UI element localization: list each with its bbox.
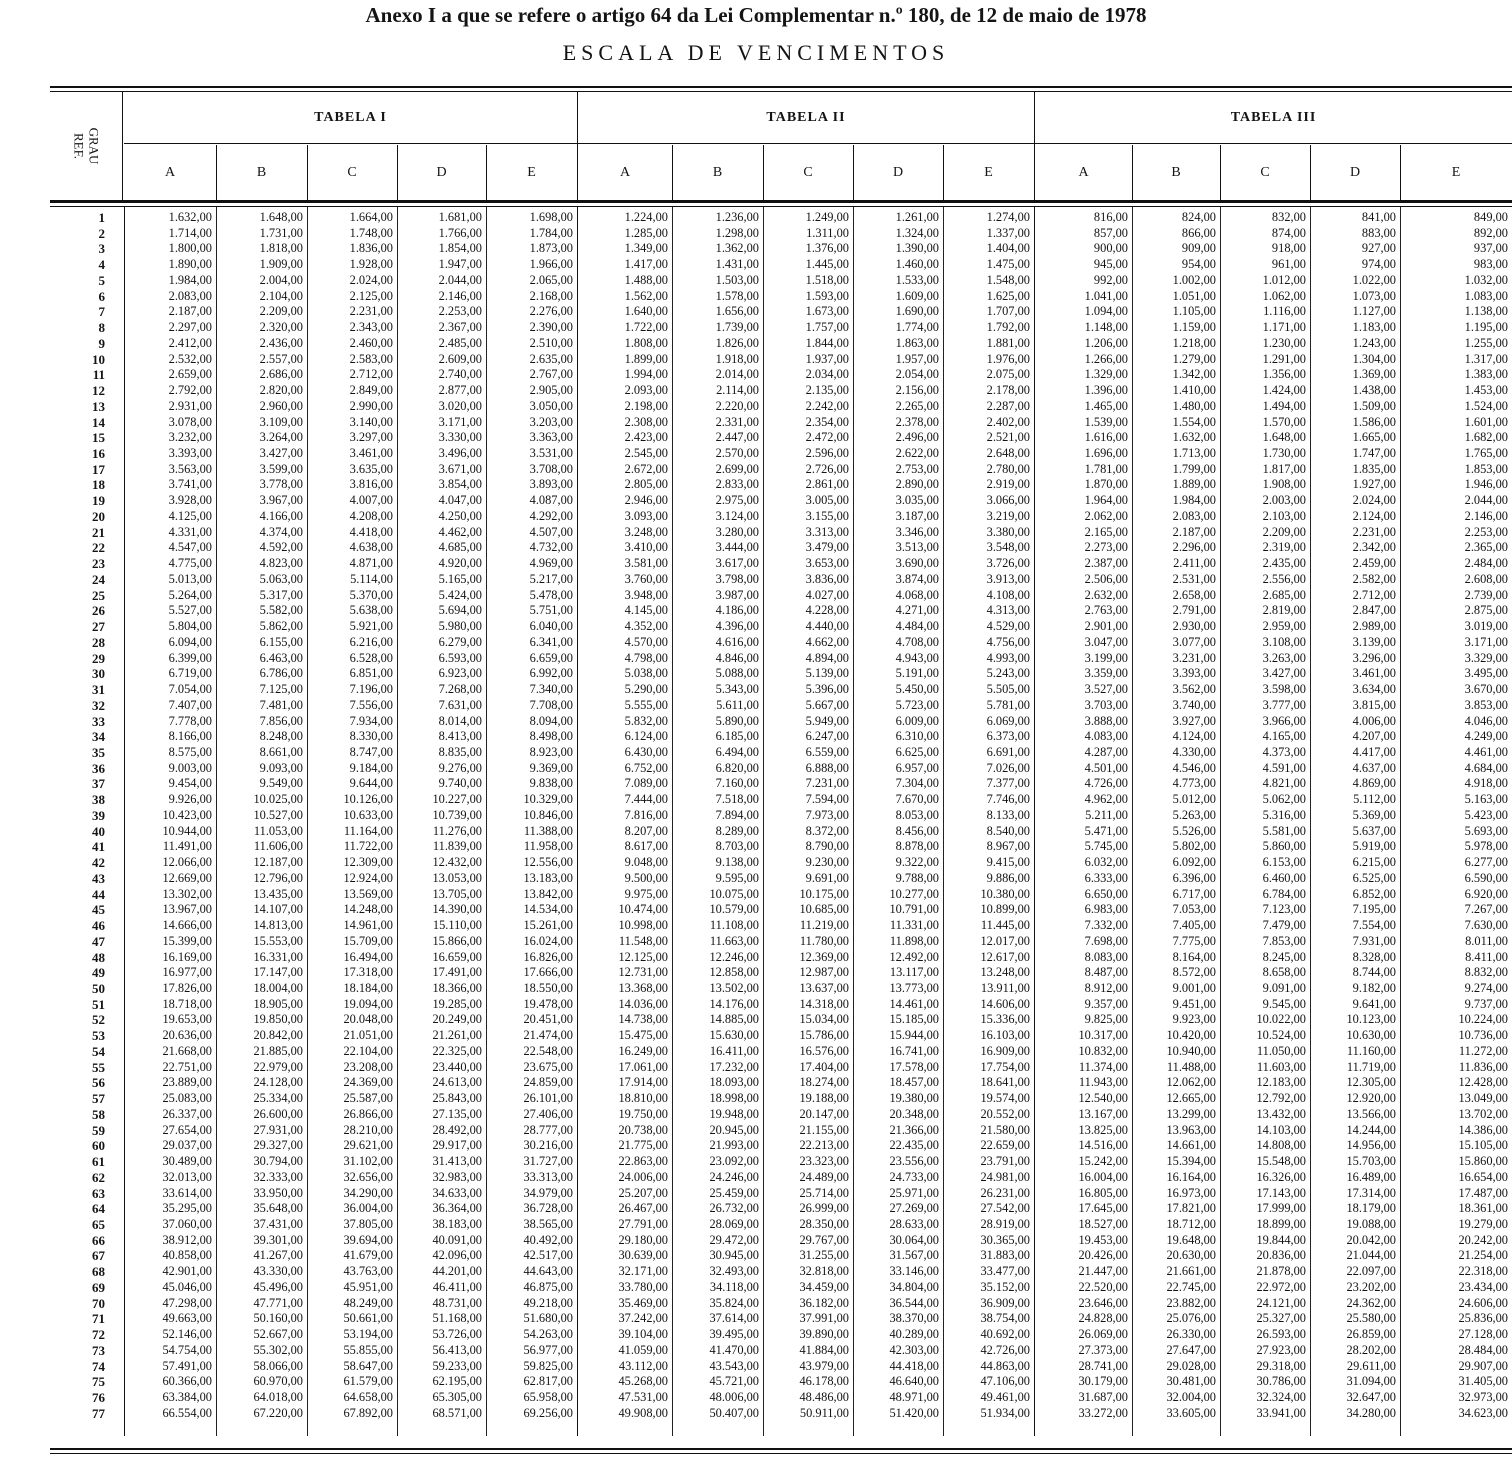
table-body xyxy=(50,207,1512,1446)
tabela-2-col-c: 1.249,00 1.311,00 1.376,00 1.445,00 1.518,00 1.593,00 1.673,00 1.757,00 1.844,00 1.937,00 2.034,00 2.135,00 2.242,00 2.354,00 2.472,00 2.596,00 2.726,00 2.861,00 3.005,00 3.155,00 3.313,00 3.479,00 3.653,00 3.836,00 4.027,00 4.228,00 4.440,00 4.662,00 4.894,00 5.139,00 5.396,00 5.667,00 5.949,00 6.247,00 6.559,00 6.888,00 7.231,00 7.594,00 7.973,00 8.372,00 8.790,00 9.230,00 9.691,00 10.175,00 10.685,00 11.219,00 11.780,00 12.369,00 12.987,00 13.637,00 14.318,00 15.034,00 15.786,00 16.576,00 17.404,00 18.274,00 19.188,00 20.147,00 21.155,00 22.213,00 23.323,00 24.489,00 25.714,00 26.999,00 28.350,00 29.767,00 31.255,00 32.818,00 34.459,00 36.182,00 37.991,00 39.890,00 41.884,00 43.979,00 46.178,00 48.486,00 50.911,00 xyxy=(799,210,849,1420)
tabela-1-col-b: 1.648,00 1.731,00 1.818,00 1.909,00 2.004,00 2.104,00 2.209,00 2.320,00 2.436,00 2.557,00 2.686,00 2.820,00 2.960,00 3.109,00 3.264,00 3.427,00 3.599,00 3.778,00 3.967,00 4.166,00 4.374,00 4.592,00 4.823,00 5.063,00 5.317,00 5.582,00 5.862,00 6.155,00 6.463,00 6.786,00 7.125,00 7.481,00 7.856,00 8.248,00 8.661,00 9.093,00 9.549,00 10.025,00 10.527,00 11.053,00 11.606,00 12.187,00 12.796,00 13.435,00 14.107,00 14.813,00 15.553,00 16.331,00 17.147,00 18.004,00 18.905,00 19.850,00 20.842,00 21.885,00 22.979,00 24.128,00 25.334,00 26.600,00 27.931,00 29.327,00 30.794,00 32.333,00 33.950,00 35.648,00 37.431,00 39.301,00 41.267,00 43.330,00 45.496,00 47.771,00 50.160,00 52.667,00 55.302,00 58.066,00 60.970,00 64.018,00 67.220,00 xyxy=(253,210,303,1420)
column-divider xyxy=(1132,207,1133,1436)
column-divider xyxy=(1132,145,1133,200)
tabela-3-header: TABELA III xyxy=(1035,92,1512,144)
tabela-3-col-a: 816,00 857,00 900,00 945,00 992,00 1.041,00 1.094,00 1.148,00 1.206,00 1.266,00 1.329,00 1.396,00 1.465,00 1.539,00 1.616,00 1.696,00 1.781,00 1.870,00 1.964,00 2.062,00 2.165,00 2.273,00 2.387,00 2.506,00 2.632,00 2.763,00 2.901,00 3.047,00 3.199,00 3.359,00 3.527,00 3.703,00 3.888,00 4.083,00 4.287,00 4.501,00 4.726,00 4.962,00 5.211,00 5.471,00 5.745,00 6.032,00 6.333,00 6.650,00 6.983,00 7.332,00 7.698,00 8.083,00 8.487,00 8.912,00 9.357,00 9.825,00 10.317,00 10.832,00 11.374,00 11.943,00 12.540,00 13.167,00 13.825,00 14.516,00 15.242,00 16.004,00 16.805,00 17.645,00 18.527,00 19.453,00 20.426,00 21.447,00 22.520,00 23.646,00 24.828,00 26.069,00 27.373,00 28.741,00 30.179,00 31.687,00 33.272,00 xyxy=(1078,210,1128,1420)
tabela-3-col-a-header: A xyxy=(1078,164,1089,180)
tabela-2-col-b: 1.236,00 1.298,00 1.362,00 1.431,00 1.503,00 1.578,00 1.656,00 1.739,00 1.826,00 1.918,00 2.014,00 2.114,00 2.220,00 2.331,00 2.447,00 2.570,00 2.699,00 2.833,00 2.975,00 3.124,00 3.280,00 3.444,00 3.617,00 3.798,00 3.987,00 4.186,00 4.396,00 4.616,00 4.846,00 5.088,00 5.343,00 5.611,00 5.890,00 6.185,00 6.494,00 6.820,00 7.160,00 7.518,00 7.894,00 8.289,00 8.703,00 9.138,00 9.595,00 10.075,00 10.579,00 11.108,00 11.663,00 12.246,00 12.858,00 13.502,00 14.176,00 14.885,00 15.630,00 16.411,00 17.232,00 18.093,00 18.998,00 19.948,00 20.945,00 21.993,00 23.092,00 24.246,00 25.459,00 26.732,00 28.069,00 29.472,00 30.945,00 32.493,00 34.118,00 35.824,00 37.614,00 39.495,00 41.470,00 43.543,00 45.721,00 48.006,00 50.407,00 xyxy=(709,210,759,1420)
tabela-2-col-b-header: B xyxy=(712,164,723,180)
tabela-2-header: TABELA II xyxy=(578,92,1034,144)
column-divider xyxy=(943,145,944,200)
tabela-3-col-e-header: E xyxy=(1451,164,1461,180)
column-divider xyxy=(1220,145,1221,200)
column-divider xyxy=(307,145,308,200)
table-divider xyxy=(577,207,578,1436)
tabela-3-col-c-header: C xyxy=(1260,164,1270,180)
tabela-1-col-e-header: E xyxy=(527,164,536,180)
tabela-3-col-c: 832,00 874,00 918,00 961,00 1.012,00 1.062,00 1.116,00 1.171,00 1.230,00 1.291,00 1.356,00 1.424,00 1.494,00 1.570,00 1.648,00 1.730,00 1.817,00 1.908,00 2.003,00 2.103,00 2.209,00 2.319,00 2.435,00 2.556,00 2.685,00 2.819,00 2.959,00 3.108,00 3.263,00 3.427,00 3.598,00 3.777,00 3.966,00 4.165,00 4.373,00 4.591,00 4.821,00 5.062,00 5.316,00 5.581,00 5.860,00 6.153,00 6.460,00 6.784,00 7.123,00 7.479,00 7.853,00 8.245,00 8.658,00 9.091,00 9.545,00 10.022,00 10.524,00 11.050,00 11.603,00 12.183,00 12.792,00 13.432,00 14.103,00 14.808,00 15.548,00 16.326,00 17.143,00 17.999,00 18.899,00 19.844,00 20.836,00 21.878,00 22.972,00 24.121,00 25.327,00 26.593,00 27.923,00 29.318,00 30.786,00 32.324,00 33.941,00 xyxy=(1256,210,1306,1420)
tabela-2-col-e-header: E xyxy=(984,164,993,180)
column-divider xyxy=(486,145,487,200)
column-divider xyxy=(1400,145,1401,200)
column-divider xyxy=(763,207,764,1436)
column-divider xyxy=(397,145,398,200)
tabela-2-col-d-header: D xyxy=(892,164,904,180)
column-divider xyxy=(853,145,854,200)
table-divider xyxy=(1034,207,1035,1436)
grau-ref-header xyxy=(50,92,123,200)
column-divider xyxy=(1220,207,1221,1436)
column-divider xyxy=(307,207,308,1436)
column-divider xyxy=(853,207,854,1436)
table-divider xyxy=(124,207,125,1436)
column-divider xyxy=(397,207,398,1436)
table-header xyxy=(50,92,1512,201)
column-divider xyxy=(486,207,487,1436)
tabela-1-header: TABELA I xyxy=(124,92,577,144)
column-divider xyxy=(672,145,673,200)
tabela-3-col-b: 824,00 866,00 909,00 954,00 1.002,00 1.051,00 1.105,00 1.159,00 1.218,00 1.279,00 1.342,00 1.410,00 1.480,00 1.554,00 1.632,00 1.713,00 1.799,00 1.889,00 1.984,00 2.083,00 2.187,00 2.296,00 2.411,00 2.531,00 2.658,00 2.791,00 2.930,00 3.077,00 3.231,00 3.393,00 3.562,00 3.740,00 3.927,00 4.124,00 4.330,00 4.546,00 4.773,00 5.012,00 5.263,00 5.526,00 5.802,00 6.092,00 6.396,00 6.717,00 7.053,00 7.405,00 7.775,00 8.164,00 8.572,00 9.001,00 9.451,00 9.923,00 10.420,00 10.940,00 11.488,00 12.062,00 12.665,00 13.299,00 13.963,00 14.661,00 15.394,00 16.164,00 16.973,00 17.821,00 18.712,00 19.648,00 20.630,00 21.661,00 22.745,00 23.882,00 25.076,00 26.330,00 27.647,00 29.028,00 30.481,00 32.004,00 33.605,00 xyxy=(1166,210,1216,1420)
tabela-2-col-e: 1.274,00 1.337,00 1.404,00 1.475,00 1.548,00 1.625,00 1.707,00 1.792,00 1.881,00 1.976,00 2.075,00 2.178,00 2.287,00 2.402,00 2.521,00 2.648,00 2.780,00 2.919,00 3.066,00 3.219,00 3.380,00 3.548,00 3.726,00 3.913,00 4.108,00 4.313,00 4.529,00 4.756,00 4.993,00 5.243,00 5.505,00 5.781,00 6.069,00 6.373,00 6.691,00 7.026,00 7.377,00 7.746,00 8.133,00 8.540,00 8.967,00 9.415,00 9.886,00 10.380,00 10.899,00 11.445,00 12.017,00 12.617,00 13.248,00 13.911,00 14.606,00 15.336,00 16.103,00 16.909,00 17.754,00 18.641,00 19.574,00 20.552,00 21.580,00 22.659,00 23.791,00 24.981,00 26.231,00 27.542,00 28.919,00 30.365,00 31.883,00 33.477,00 35.152,00 36.909,00 38.754,00 40.692,00 42.726,00 44.863,00 47.106,00 49.461,00 51.934,00 xyxy=(980,210,1030,1420)
tabela-1-col-b-header: B xyxy=(256,164,267,180)
table-divider xyxy=(577,92,578,200)
tabela-1-col-c: 1.664,00 1.748,00 1.836,00 1.928,00 2.024,00 2.125,00 2.231,00 2.343,00 2.460,00 2.583,00 2.712,00 2.849,00 2.990,00 3.140,00 3.297,00 3.461,00 3.635,00 3.816,00 4.007,00 4.208,00 4.418,00 4.638,00 4.871,00 5.114,00 5.370,00 5.638,00 5.921,00 6.216,00 6.528,00 6.851,00 7.196,00 7.556,00 7.934,00 8.330,00 8.747,00 9.184,00 9.644,00 10.126,00 10.633,00 11.164,00 11.722,00 12.309,00 12.924,00 13.569,00 14.248,00 14.961,00 15.709,00 16.494,00 17.318,00 18.184,00 19.094,00 20.048,00 21.051,00 22.104,00 23.208,00 24.369,00 25.587,00 26.866,00 28.210,00 29.621,00 31.102,00 32.656,00 34.290,00 36.004,00 37.805,00 39.694,00 41.679,00 43.763,00 45.951,00 48.249,00 50.661,00 53.194,00 55.855,00 58.647,00 61.579,00 64.658,00 67.892,00 xyxy=(343,210,393,1420)
salary-table xyxy=(50,86,1512,1446)
ref-column: 1 2 3 4 5 6 7 8 9 10 11 12 13 14 15 16 17 18 19 20 21 22 23 24 25 26 27 28 29 30 31 32 33 34 35 36 37 38 39 40 41 42 43 44 45 46 47 48 49 50 51 52 53 54 55 56 57 58 59 60 61 62 63 64 65 66 67 68 69 70 71 72 73 74 75 76 77 xyxy=(92,210,105,1421)
tabela-1-col-e: 1.698,00 1.784,00 1.873,00 1.966,00 2.065,00 2.168,00 2.276,00 2.390,00 2.510,00 2.635,00 2.767,00 2.905,00 3.050,00 3.203,00 3.363,00 3.531,00 3.708,00 3.893,00 4.087,00 4.292,00 4.507,00 4.732,00 4.969,00 5.217,00 5.478,00 5.751,00 6.040,00 6.341,00 6.659,00 6.992,00 7.340,00 7.708,00 8.094,00 8.498,00 8.923,00 9.369,00 9.838,00 10.329,00 10.846,00 11.388,00 11.958,00 12.556,00 13.183,00 13.842,00 14.534,00 15.261,00 16.024,00 16.826,00 17.666,00 18.550,00 19.478,00 20.451,00 21.474,00 22.548,00 23.675,00 24.859,00 26.101,00 27.406,00 28.777,00 30.216,00 31.727,00 33.313,00 34.979,00 36.728,00 38.565,00 40.492,00 42.517,00 44.643,00 46.875,00 49.218,00 51.680,00 54.263,00 56.977,00 59.825,00 62.817,00 65.958,00 69.256,00 xyxy=(523,210,573,1420)
bottom-rule xyxy=(50,1448,1512,1454)
tabela-2-col-a: 1.224,00 1.285,00 1.349,00 1.417,00 1.488,00 1.562,00 1.640,00 1.722,00 1.808,00 1.899,00 1.994,00 2.093,00 2.198,00 2.308,00 2.423,00 2.545,00 2.672,00 2.805,00 2.946,00 3.093,00 3.248,00 3.410,00 3.581,00 3.760,00 3.948,00 4.145,00 4.352,00 4.570,00 4.798,00 5.038,00 5.290,00 5.555,00 5.832,00 6.124,00 6.430,00 6.752,00 7.089,00 7.444,00 7.816,00 8.207,00 8.617,00 9.048,00 9.500,00 9.975,00 10.474,00 10.998,00 11.548,00 12.125,00 12.731,00 13.368,00 14.036,00 14.738,00 15.475,00 16.249,00 17.061,00 17.914,00 18.810,00 19.750,00 20.738,00 21.775,00 22.863,00 24.006,00 25.207,00 26.467,00 27.791,00 29.180,00 30.639,00 32.171,00 33.780,00 35.469,00 37.242,00 39.104,00 41.059,00 43.112,00 45.268,00 47.531,00 49.908,00 xyxy=(618,210,668,1420)
tabela-1-col-d: 1.681,00 1.766,00 1.854,00 1.947,00 2.044,00 2.146,00 2.253,00 2.367,00 2.485,00 2.609,00 2.740,00 2.877,00 3.020,00 3.171,00 3.330,00 3.496,00 3.671,00 3.854,00 4.047,00 4.250,00 4.462,00 4.685,00 4.920,00 5.165,00 5.424,00 5.694,00 5.980,00 6.279,00 6.593,00 6.923,00 7.268,00 7.631,00 8.014,00 8.413,00 8.835,00 9.276,00 9.740,00 10.227,00 10.739,00 11.276,00 11.839,00 12.432,00 13.053,00 13.705,00 14.390,00 15.110,00 15.866,00 16.659,00 17.491,00 18.366,00 19.285,00 20.249,00 21.261,00 22.325,00 23.440,00 24.613,00 25.843,00 27.135,00 28.492,00 29.917,00 31.413,00 32.983,00 34.633,00 36.364,00 38.183,00 40.091,00 42.096,00 44.201,00 46.411,00 48.731,00 51.168,00 53.726,00 56.413,00 59.233,00 62.195,00 65.305,00 68.571,00 xyxy=(432,210,482,1420)
column-divider xyxy=(1310,207,1311,1436)
tabela-1-col-a: 1.632,00 1.714,00 1.800,00 1.890,00 1.984,00 2.083,00 2.187,00 2.297,00 2.412,00 2.532,00 2.659,00 2.792,00 2.931,00 3.078,00 3.232,00 3.393,00 3.563,00 3.741,00 3.928,00 4.125,00 4.331,00 4.547,00 4.775,00 5.013,00 5.264,00 5.527,00 5.804,00 6.094,00 6.399,00 6.719,00 7.054,00 7.407,00 7.778,00 8.166,00 8.575,00 9.003,00 9.454,00 9.926,00 10.423,00 10.944,00 11.491,00 12.066,00 12.669,00 13.302,00 13.967,00 14.666,00 15.399,00 16.169,00 16.977,00 17.826,00 18.718,00 19.653,00 20.636,00 21.668,00 22.751,00 23.889,00 25.083,00 26.337,00 27.654,00 29.037,00 30.489,00 32.013,00 33.614,00 35.295,00 37.060,00 38.912,00 40.858,00 42.901,00 45.046,00 47.298,00 49.663,00 52.146,00 54.754,00 57.491,00 60.366,00 63.384,00 66.554,00 xyxy=(162,210,212,1420)
tabela-3-col-b-header: B xyxy=(1171,164,1181,180)
column-divider xyxy=(763,145,764,200)
tabela-2-col-c-header: C xyxy=(803,164,813,180)
column-divider xyxy=(216,207,217,1436)
column-divider xyxy=(672,207,673,1436)
page-subtitle: ESCALA DE VENCIMENTOS xyxy=(562,40,950,65)
table-divider xyxy=(1034,92,1035,200)
column-divider xyxy=(943,207,944,1436)
tabela-3-col-e: 849,00 892,00 937,00 983,00 1.032,00 1.083,00 1.138,00 1.195,00 1.255,00 1.317,00 1.383,00 1.453,00 1.524,00 1.601,00 1.682,00 1.765,00 1.853,00 1.946,00 2.044,00 2.146,00 2.253,00 2.365,00 2.484,00 2.608,00 2.739,00 2.875,00 3.019,00 3.171,00 3.329,00 3.495,00 3.670,00 3.853,00 4.046,00 4.249,00 4.461,00 4.684,00 4.918,00 5.163,00 5.423,00 5.693,00 5.978,00 6.277,00 6.590,00 6.920,00 7.267,00 7.630,00 8.011,00 8.411,00 8.832,00 9.274,00 9.737,00 10.224,00 10.736,00 11.272,00 11.836,00 12.428,00 13.049,00 13.702,00 14.386,00 15.105,00 15.860,00 16.654,00 17.487,00 18.361,00 19.279,00 20.242,00 21.254,00 22.318,00 23.434,00 24.606,00 25.836,00 27.128,00 28.484,00 29.907,00 31.405,00 32.973,00 34.623,00 xyxy=(1458,210,1508,1420)
tabela-1-col-a-header: A xyxy=(164,164,176,180)
tabela-2-col-d: 1.261,00 1.324,00 1.390,00 1.460,00 1.533,00 1.609,00 1.690,00 1.774,00 1.863,00 1.957,00 2.054,00 2.156,00 2.265,00 2.378,00 2.496,00 2.622,00 2.753,00 2.890,00 3.035,00 3.187,00 3.346,00 3.513,00 3.690,00 3.874,00 4.068,00 4.271,00 4.484,00 4.708,00 4.943,00 5.191,00 5.450,00 5.723,00 6.009,00 6.310,00 6.625,00 6.957,00 7.304,00 7.670,00 8.053,00 8.456,00 8.878,00 9.322,00 9.788,00 10.277,00 10.791,00 11.331,00 11.898,00 12.492,00 13.117,00 13.773,00 14.461,00 15.185,00 15.944,00 16.741,00 17.578,00 18.457,00 19.380,00 20.348,00 21.366,00 22.435,00 23.556,00 24.733,00 25.971,00 27.269,00 28.633,00 30.064,00 31.567,00 33.146,00 34.804,00 36.544,00 38.370,00 40.289,00 42.303,00 44.418,00 46.640,00 48.971,00 51.420,00 xyxy=(889,210,939,1420)
column-divider xyxy=(1310,145,1311,200)
page-title: Anexo I a que se refere o artigo 64 da Lei Complementar n.º 180, de 12 de maio de 1978 xyxy=(365,3,1147,27)
column-divider xyxy=(1400,207,1401,1436)
tabela-3-col-d-header: D xyxy=(1349,164,1361,180)
tabela-1-col-d-header: D xyxy=(436,164,447,180)
grau-label: GRAU xyxy=(86,127,101,165)
tabela-3-col-d: 841,00 883,00 927,00 974,00 1.022,00 1.073,00 1.127,00 1.183,00 1.243,00 1.304,00 1.369,00 1.438,00 1.509,00 1.586,00 1.665,00 1.747,00 1.835,00 1.927,00 2.024,00 2.124,00 2.231,00 2.342,00 2.459,00 2.582,00 2.712,00 2.847,00 2.989,00 3.139,00 3.296,00 3.461,00 3.634,00 3.815,00 4.006,00 4.207,00 4.417,00 4.637,00 4.869,00 5.112,00 5.369,00 5.637,00 5.919,00 6.215,00 6.525,00 6.852,00 7.195,00 7.554,00 7.931,00 8.328,00 8.744,00 9.182,00 9.641,00 10.123,00 10.630,00 11.160,00 11.719,00 12.305,00 12.920,00 13.566,00 14.244,00 14.956,00 15.703,00 16.489,00 17.314,00 18.179,00 19.088,00 20.042,00 21.044,00 22.097,00 23.202,00 24.362,00 25.580,00 26.859,00 28.202,00 29.611,00 31.094,00 32.647,00 34.280,00 xyxy=(1346,210,1396,1420)
tabela-1-col-c-header: C xyxy=(347,164,357,180)
tabela-2-col-a-header: A xyxy=(619,164,631,180)
column-divider xyxy=(216,145,217,200)
ref-label: REF. xyxy=(71,132,86,160)
